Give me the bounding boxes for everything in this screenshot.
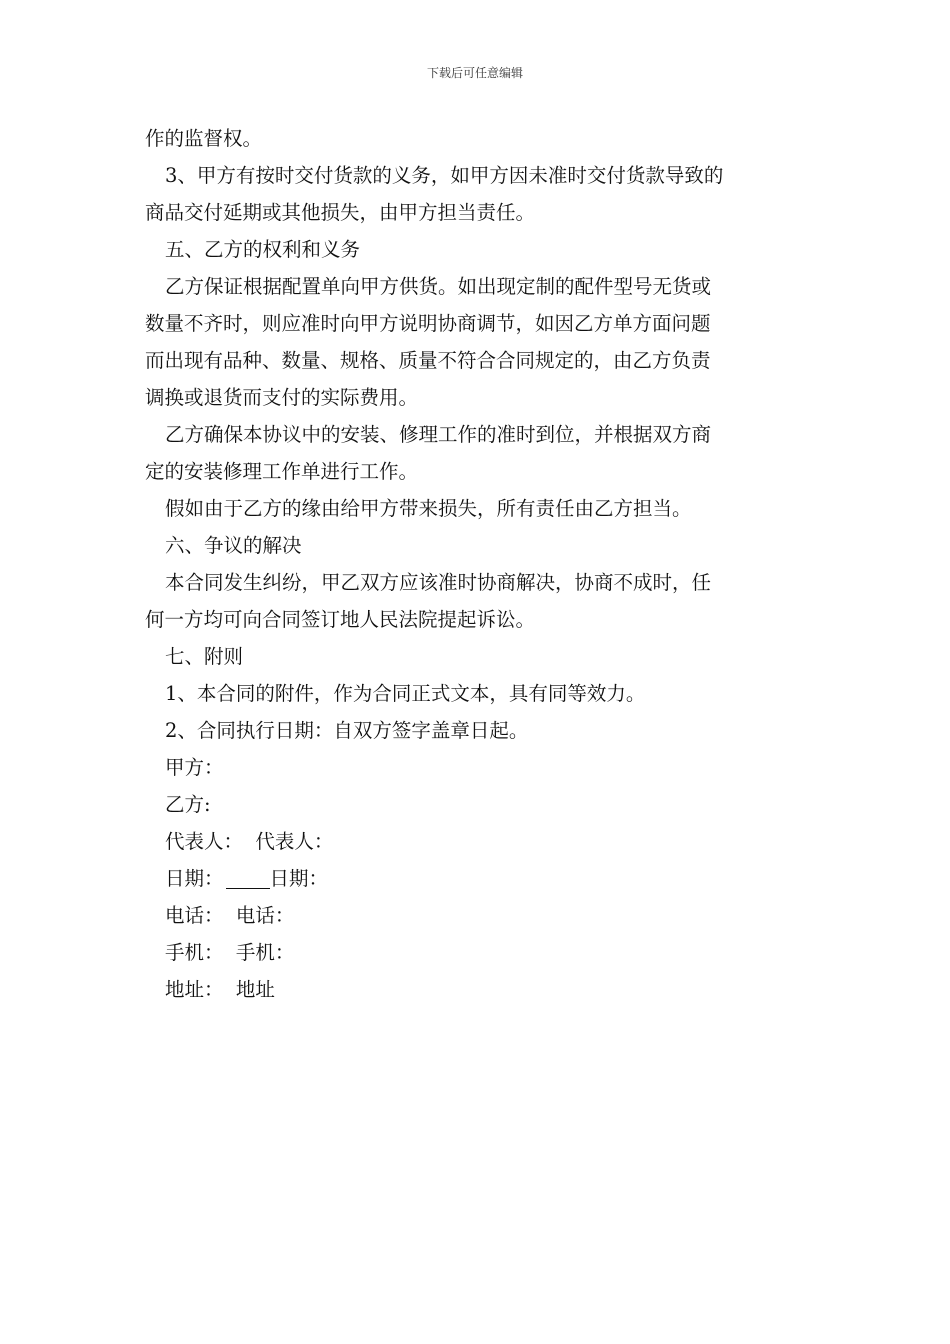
section-5-para-3: 假如由于乙方的缘由给甲方带来损失，所有责任由乙方担当。 [165,497,692,520]
phone-line: 电话： 电话： [165,904,295,927]
section-7-clause-1: 1、本合同的附件，作为合同正式文本，具有同等效力。 [165,682,646,705]
section-5-para-2-line-1: 乙方确保本协议中的安装、修理工作的准时到位，并根据双方商 [165,423,712,446]
section-7-heading: 七、附则 [165,645,244,668]
section-5-heading: 五、乙方的权利和义务 [165,238,361,261]
section-5-para-1-line-3: 而出现有品种、数量、规格、质量不符合合同规定的，由乙方负责 [145,349,711,372]
date-blank [226,866,270,889]
document-body [145,120,810,1008]
representatives-line: 代表人： 代表人： [165,830,334,853]
date-line [145,860,810,897]
date-label-b: 日期： [269,867,329,890]
section-6-para-line-2: 何一方均可向合同签订地人民法院提起诉讼。 [145,608,536,631]
section-5-para-1-line-2: 数量不齐时，则应准时向甲方说明协商调节，如因乙方单方面问题 [145,312,711,335]
page-header-note: 下载后可任意编辑 [426,66,523,80]
section-5-para-2-line-2: 定的安装修理工作单进行工作。 [145,460,419,483]
mobile-line: 手机： 手机： [165,941,295,964]
section-6-para-line-1: 本合同发生纠纷，甲乙双方应该准时协商解决，协商不成时，任 [165,571,712,594]
section-7-clause-2: 2、合同执行日期：自双方签字盖章日起。 [165,719,529,742]
clause-3-line-1: 3、甲方有按时交付货款的义务，如甲方因未准时交付货款导致的 [165,164,724,187]
party-b-label: 乙方: [165,793,211,816]
party-a-label: 甲方： [165,756,224,779]
section-6-heading: 六、争议的解决 [165,534,302,557]
address-line: 地址： 地址 [165,978,275,1001]
paragraph-continuation: 作的监督权。 [145,127,263,150]
date-label-a: 日期： [165,867,224,890]
section-5-para-1-line-4: 调换或退货而支付的实际费用。 [145,386,419,409]
section-5-para-1-line-1: 乙方保证根据配置单向甲方供货。如出现定制的配件型号无货或 [165,275,712,298]
clause-3-line-2: 商品交付延期或其他损失，由甲方担当责任。 [145,201,536,224]
